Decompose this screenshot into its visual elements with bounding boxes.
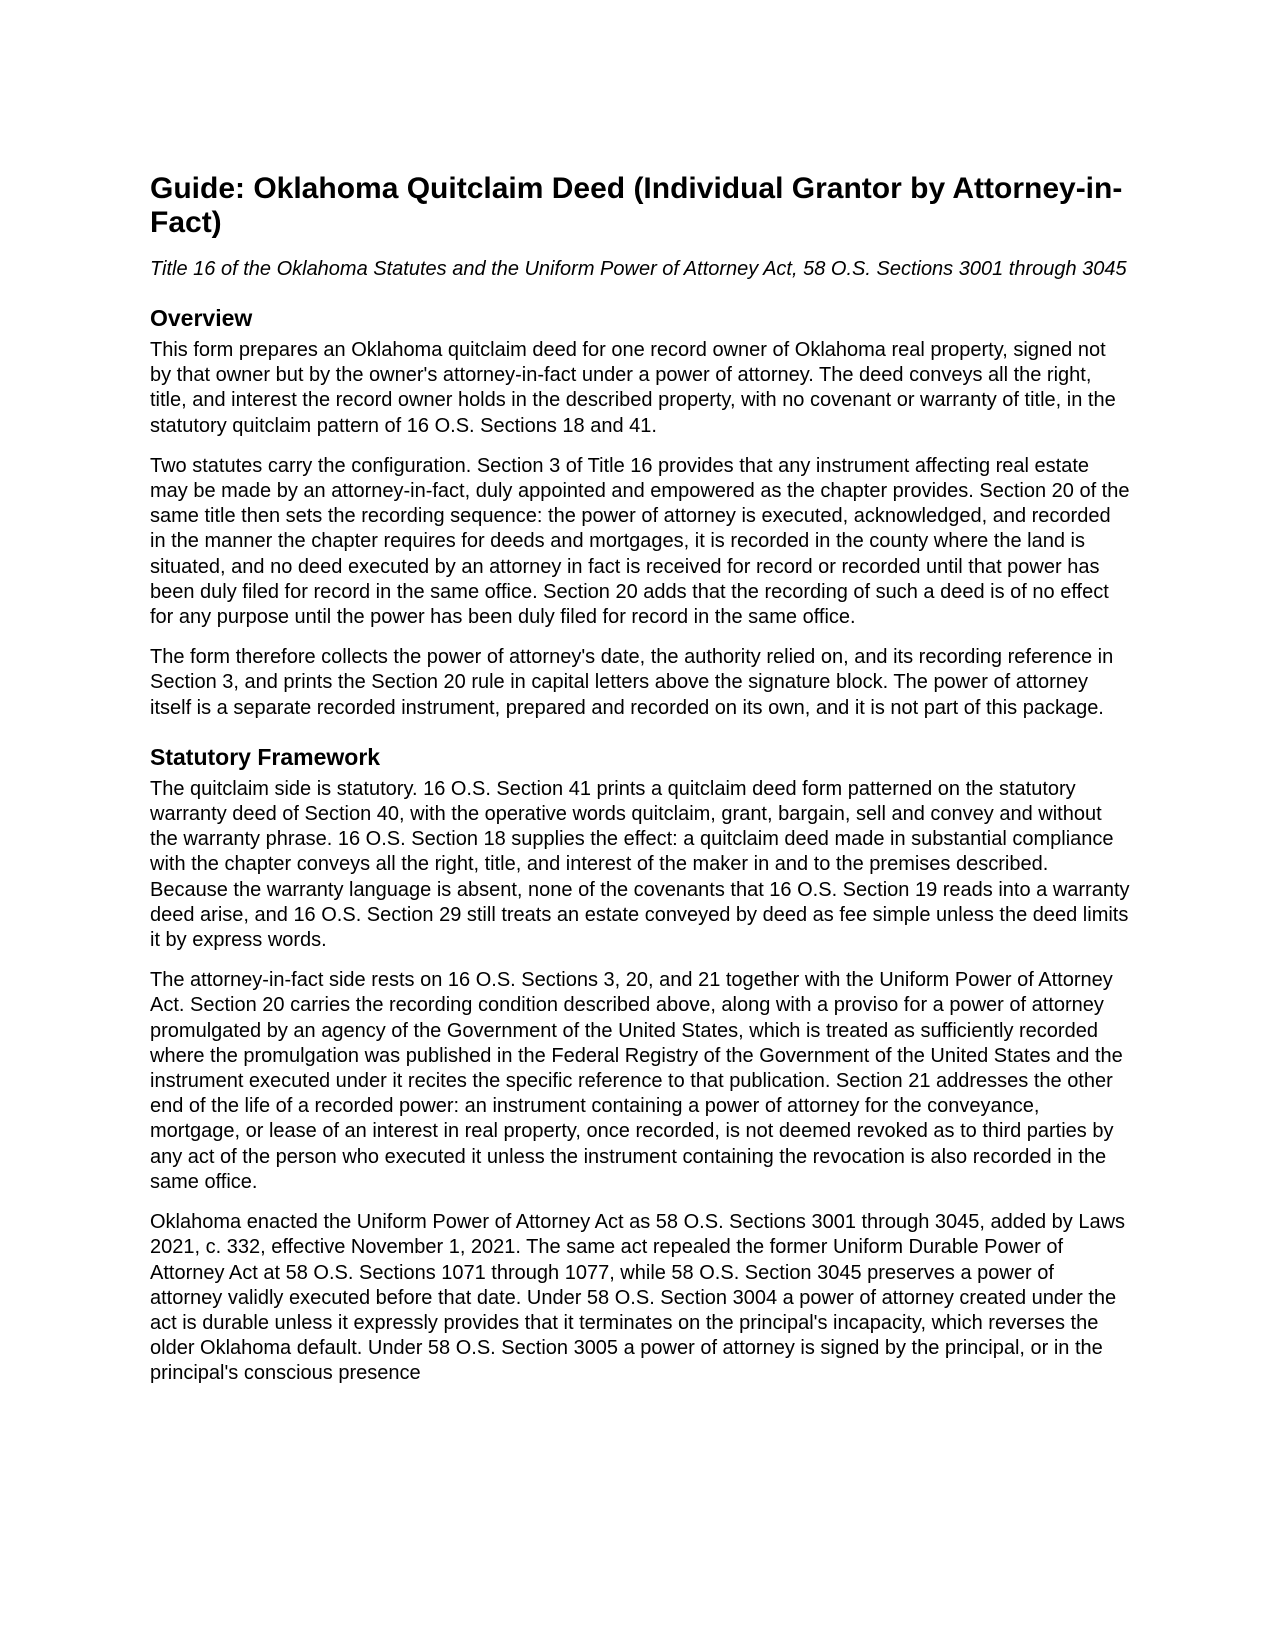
paragraph: The form therefore collects the power of attorney's date, the authority relied on, and its recording reference in Section 3, and prints the Section 20 rule in capital letters above the signature block. The power of attorney itself is a separate recorded instrument, prepared and recorded on its own, and it is not part of this package. bbox=[150, 646, 1114, 719]
paragraph: The attorney-in-fact side rests on 16 O.S. Sections 3, 20, and 21 together with the Uniform Power of Attorney Act. Section 20 carries the recording condition described above, along with a proviso for a power of attorney promulgated by an agency of the Government of the United States, which is treated as sufficiently recorded where the promulgation was published in the Federal Registry of the Government of the United States and the instrument executed under it recites the specific reference to that publication. Section 21 addresses the other end of the life of a recorded power: an instrument containing a power of attorney for the conveyance, mortgage, or lease of an interest in real property, once recorded, is not deemed revoked as to third parties by any act of the person who executed it unless the instrument containing the revocation is also recorded in the same office. bbox=[150, 969, 1123, 1193]
paragraph: Oklahoma enacted the Uniform Power of Attorney Act as 58 O.S. Sections 3001 through 3045, added by Laws 2021, c. 332, effective November 1, 2021. The same act repealed the former Uniform Durable Power of Attorney Act at 58 O.S. Sections 1071 through 1077, while 58 O.S. Section 3045 preserves a power of attorney validly executed before that date. Under 58 O.S. Section 3004 a power of attorney created under the act is durable unless it expressly provides that it terminates on the principal's incapacity, which reverses the older Oklahoma default. Under 58 O.S. Section 3005 a power of attorney is signed by the principal, or in the principal's conscious presence bbox=[150, 1211, 1126, 1385]
section-statutory-framework bbox=[150, 743, 1130, 1387]
paragraph: This form prepares an Oklahoma quitclaim deed for one record owner of Oklahoma real property, signed not by that owner but by the owner's attorney-in-fact under a power of attorney. The deed conveys all the right, title, and interest the record owner holds in the described property, with no covenant or warranty of title, in the statutory quitclaim pattern of 16 O.S. Sections 18 and 41. bbox=[150, 339, 1116, 437]
paragraph: Two statutes carry the configuration. Section 3 of Title 16 provides that any instrument affecting real estate may be made by an attorney-in-fact, duly appointed and empowered as the chapter provides. Section 20 of the same title then sets the recording sequence: the power of attorney is executed, acknowledged, and recorded in the manner the chapter requires for deeds and mortgages, it is recorded in the county where the land is situated, and no deed executed by an attorney in fact is received for record or recorded until that power has been duly filed for record in the same office. Section 20 adds that the recording of such a deed is of no effect for any purpose until the power has been duly filed for record in the same office. bbox=[150, 454, 1130, 629]
paragraph: The quitclaim side is statutory. 16 O.S. Section 41 prints a quitclaim deed form patterned on the statutory warranty deed of Section 40, with the operative words quitclaim, grant, bargain, sell and convey and without the warranty phrase. 16 O.S. Section 18 supplies the effect: a quitclaim deed made in substantial compliance with the chapter conveys all the right, title, and interest of the maker in and to the premises described. Because the warranty language is absent, none of the covenants that 16 O.S. Section 19 reads into a warranty deed arise, and 16 O.S. Section 29 still treats an estate conveyed by deed as fee simple unless the deed limits it by express words. bbox=[150, 777, 1130, 952]
document-title: Guide: Oklahoma Quitclaim Deed (Individual Grantor by Attorney-in-Fact) bbox=[150, 172, 1123, 239]
section-heading-overview: Overview bbox=[150, 305, 253, 331]
document-page bbox=[150, 172, 1130, 1402]
section-overview bbox=[150, 304, 1130, 721]
section-heading-statutory-framework: Statutory Framework bbox=[150, 743, 381, 770]
document-subtitle: Title 16 of the Oklahoma Statutes and the Uniform Power of Attorney Act, 58 O.S. Sections 3001 through 3045 bbox=[150, 258, 1127, 280]
